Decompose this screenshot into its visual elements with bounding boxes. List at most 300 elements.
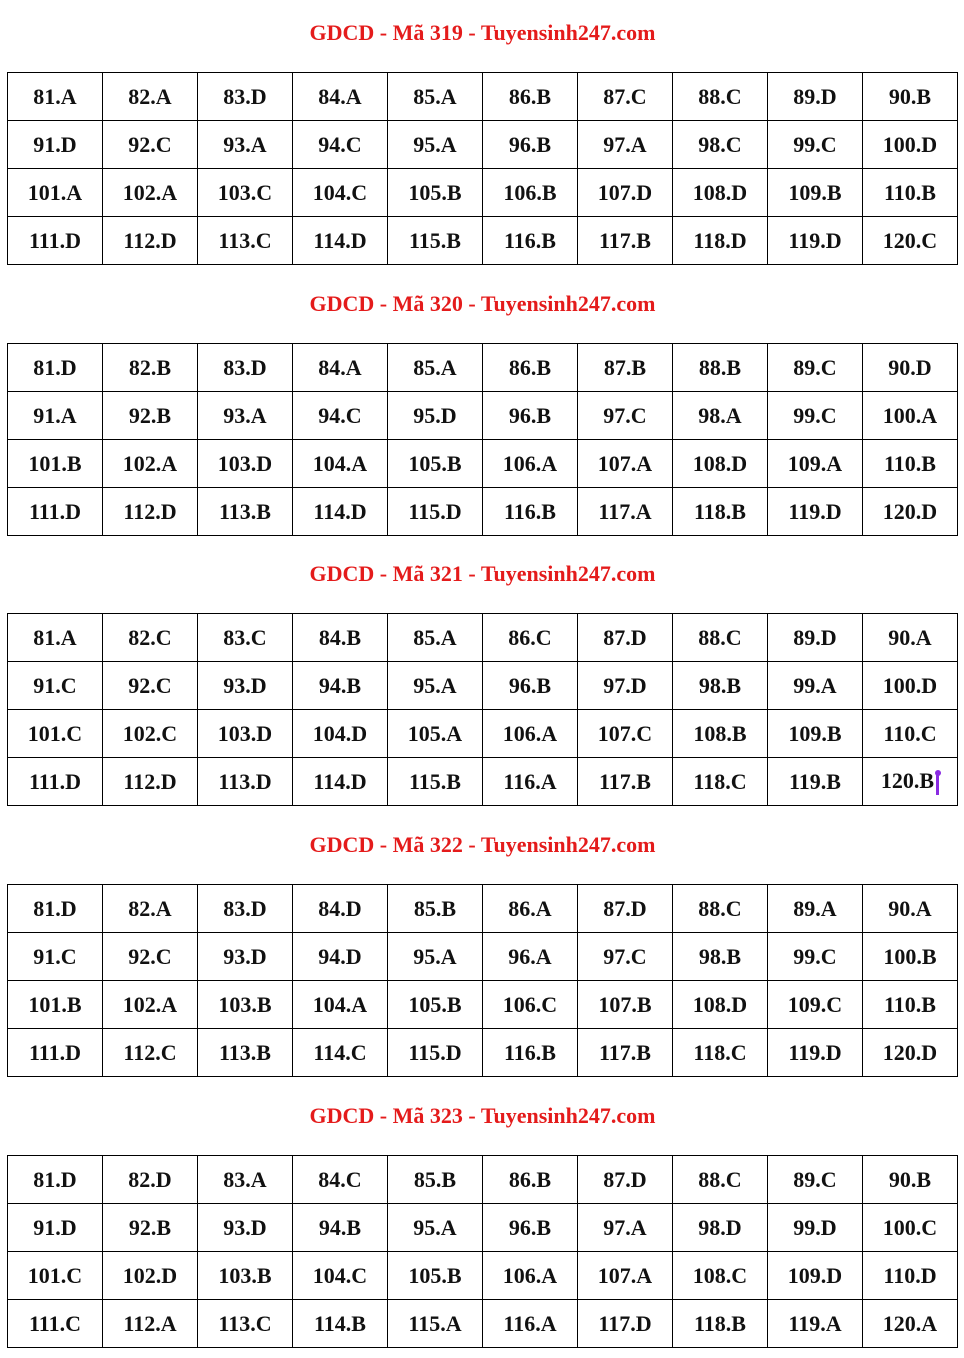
answer-value: 82.B	[128, 354, 172, 380]
answer-value: 112.D	[123, 227, 177, 253]
answer-cell	[863, 1204, 958, 1252]
answer-value: 97.A	[603, 1214, 647, 1240]
answer-value: 102.D	[122, 1262, 178, 1288]
answer-value: 111.D	[29, 768, 81, 794]
answer-cell	[578, 169, 673, 217]
answer-cell	[103, 614, 198, 662]
answer-cell	[863, 73, 958, 121]
answer-value: 86.B	[508, 354, 552, 380]
answer-cell	[388, 73, 483, 121]
table-row	[8, 758, 958, 806]
answer-cell	[483, 217, 578, 265]
answer-cell	[8, 488, 103, 536]
answer-value: 109.B	[788, 720, 842, 746]
answer-cell	[103, 933, 198, 981]
answer-cell	[293, 392, 388, 440]
section-title: GDCD - Mã 320 - Tuyensinh247.com	[309, 291, 656, 316]
answer-value: 116.A	[503, 768, 557, 794]
table-row	[8, 488, 958, 536]
answer-cell	[768, 1252, 863, 1300]
section-title: GDCD - Mã 321 - Tuyensinh247.com	[309, 561, 656, 586]
answer-cell	[578, 121, 673, 169]
answer-cell	[673, 73, 768, 121]
answer-value: 108.D	[692, 450, 748, 476]
answer-value: 89.A	[793, 895, 837, 921]
answer-value: 87.D	[603, 895, 647, 921]
answer-value: 85.A	[413, 624, 457, 650]
answer-cell	[863, 981, 958, 1029]
answer-cell	[8, 1300, 103, 1348]
answer-cell	[483, 710, 578, 758]
answer-cell	[103, 344, 198, 392]
answer-cell	[293, 885, 388, 933]
answer-cell	[673, 344, 768, 392]
answer-value: 81.D	[33, 354, 77, 380]
answer-value: 106.A	[502, 1262, 558, 1288]
answer-cell	[578, 392, 673, 440]
answer-value: 87.C	[603, 83, 647, 109]
answer-value: 90.D	[888, 354, 932, 380]
answer-cell	[578, 1204, 673, 1252]
answer-cell	[8, 440, 103, 488]
answer-cell	[198, 885, 293, 933]
answer-value: 103.D	[217, 720, 273, 746]
answer-cell	[293, 933, 388, 981]
answer-cell	[578, 1156, 673, 1204]
answer-value: 114.D	[313, 768, 367, 794]
answer-cell	[293, 1252, 388, 1300]
answer-value: 104.C	[312, 1262, 368, 1288]
answer-value: 91.D	[33, 131, 77, 157]
answer-value: 106.A	[502, 720, 558, 746]
answer-value: 103.C	[217, 179, 273, 205]
answer-value: 109.B	[788, 179, 842, 205]
answer-cell	[768, 169, 863, 217]
table-row	[8, 217, 958, 265]
answer-cell	[483, 169, 578, 217]
answer-value: 91.C	[33, 672, 77, 698]
answer-cell	[388, 344, 483, 392]
answer-value: 108.D	[692, 991, 748, 1017]
answer-value: 105.B	[408, 179, 462, 205]
answer-cell	[578, 1252, 673, 1300]
answer-value: 110.B	[884, 450, 936, 476]
answer-value: 104.A	[312, 991, 368, 1017]
section-title: GDCD - Mã 319 - Tuyensinh247.com	[309, 20, 656, 45]
answer-cell	[673, 440, 768, 488]
answer-value: 101.B	[28, 450, 82, 476]
answer-value: 95.A	[413, 672, 457, 698]
answer-value: 88.C	[698, 83, 742, 109]
answer-cell	[768, 885, 863, 933]
answer-value: 83.A	[223, 1166, 267, 1192]
answer-cell	[293, 1029, 388, 1077]
table-row	[8, 121, 958, 169]
answer-cell	[483, 885, 578, 933]
answer-value: 88.B	[698, 354, 742, 380]
answer-cell	[198, 344, 293, 392]
answer-value: 102.A	[122, 991, 178, 1017]
answer-cell	[863, 933, 958, 981]
answer-cell	[103, 440, 198, 488]
answer-value: 92.B	[128, 1214, 172, 1240]
answer-cell	[293, 217, 388, 265]
answer-value: 104.D	[312, 720, 368, 746]
table-row	[8, 662, 958, 710]
answer-cell	[8, 758, 103, 806]
answer-value: 94.D	[318, 943, 362, 969]
answer-cell	[768, 1029, 863, 1077]
table-row	[8, 933, 958, 981]
answer-cell	[483, 981, 578, 1029]
answer-cell	[673, 614, 768, 662]
answer-cell	[8, 217, 103, 265]
answer-cell	[768, 758, 863, 806]
answer-table	[7, 1155, 958, 1348]
table-row	[8, 1156, 958, 1204]
answer-value: 95.A	[413, 943, 457, 969]
answer-cell	[578, 885, 673, 933]
answer-cell	[388, 933, 483, 981]
answer-cell	[103, 885, 198, 933]
answer-cell	[863, 488, 958, 536]
answer-cell	[483, 1252, 578, 1300]
answer-cell	[198, 758, 293, 806]
answer-value: 82.C	[128, 624, 172, 650]
answer-value: 118.B	[694, 1310, 746, 1336]
answer-cell	[8, 1156, 103, 1204]
answer-cell	[768, 217, 863, 265]
answer-cell	[578, 758, 673, 806]
section-title: GDCD - Mã 323 - Tuyensinh247.com	[309, 1103, 656, 1128]
answer-value: 107.C	[597, 720, 653, 746]
answer-cell	[863, 392, 958, 440]
answer-cell	[103, 1204, 198, 1252]
answer-value: 85.B	[413, 895, 457, 921]
answer-value: 117.B	[599, 768, 651, 794]
answer-value: 93.D	[223, 943, 267, 969]
answer-value: 120.D	[882, 1039, 938, 1065]
answer-value: 83.D	[223, 83, 267, 109]
table-row	[8, 1252, 958, 1300]
answer-value: 112.D	[123, 768, 177, 794]
answer-cell	[673, 1252, 768, 1300]
answer-value: 120.D	[882, 498, 938, 524]
answer-value: 99.C	[793, 131, 837, 157]
answer-cell	[483, 1204, 578, 1252]
answer-value: 100.B	[883, 943, 937, 969]
answer-value: 96.B	[508, 131, 552, 157]
answer-cell	[578, 488, 673, 536]
answer-value: 97.D	[603, 672, 647, 698]
answer-cell	[8, 344, 103, 392]
answer-cell	[293, 1156, 388, 1204]
answer-value: 94.C	[318, 402, 362, 428]
answer-cell	[8, 710, 103, 758]
answer-table	[7, 613, 958, 806]
table-row	[8, 1204, 958, 1252]
answer-cell	[483, 344, 578, 392]
answer-cell	[863, 758, 958, 806]
answer-cell	[103, 1156, 198, 1204]
answer-cell	[483, 758, 578, 806]
answer-value: 93.D	[223, 672, 267, 698]
answer-value: 114.D	[313, 498, 367, 524]
answer-cell	[103, 758, 198, 806]
answer-cell	[578, 710, 673, 758]
answer-value: 87.B	[603, 354, 647, 380]
answer-cell	[388, 885, 483, 933]
answer-cell	[8, 73, 103, 121]
answer-cell	[863, 885, 958, 933]
answer-cell	[388, 488, 483, 536]
answer-cell	[578, 933, 673, 981]
answer-value: 97.C	[603, 943, 647, 969]
answer-cell	[768, 392, 863, 440]
answer-cell	[578, 981, 673, 1029]
answer-cell	[293, 1204, 388, 1252]
answer-value: 81.D	[33, 1166, 77, 1192]
answer-value: 98.A	[698, 402, 742, 428]
answer-cell	[198, 1156, 293, 1204]
answer-value: 108.D	[692, 179, 748, 205]
answer-cell	[8, 885, 103, 933]
answer-cell	[8, 662, 103, 710]
answer-cell	[8, 981, 103, 1029]
answer-cell	[768, 662, 863, 710]
answer-value: 101.C	[27, 1262, 83, 1288]
answer-cell	[768, 344, 863, 392]
answer-cell	[198, 662, 293, 710]
answer-value: 103.D	[217, 450, 273, 476]
answer-value: 92.C	[128, 943, 172, 969]
answer-value: 114.D	[313, 227, 367, 253]
answer-value: 111.D	[29, 498, 81, 524]
answer-value: 100.A	[882, 402, 938, 428]
answer-value: 88.C	[698, 1166, 742, 1192]
answer-cell	[388, 710, 483, 758]
answer-cell	[293, 981, 388, 1029]
answer-value: 84.C	[318, 1166, 362, 1192]
answer-value: 89.C	[793, 1166, 837, 1192]
answer-cell	[293, 169, 388, 217]
answer-cell	[768, 1300, 863, 1348]
answer-value: 83.C	[223, 624, 267, 650]
answer-value: 105.B	[408, 450, 462, 476]
answer-cell	[673, 933, 768, 981]
answer-value: 115.B	[409, 768, 461, 794]
answer-value: 81.A	[33, 83, 77, 109]
answer-value: 119.A	[788, 1310, 842, 1336]
answer-value: 97.C	[603, 402, 647, 428]
answer-value: 102.A	[122, 450, 178, 476]
answer-value: 82.A	[128, 895, 172, 921]
answer-cell	[673, 169, 768, 217]
answer-value: 99.D	[793, 1214, 837, 1240]
answer-value: 87.D	[603, 1166, 647, 1192]
answer-cell	[388, 981, 483, 1029]
answer-value: 105.A	[407, 720, 463, 746]
answer-value: 94.C	[318, 131, 362, 157]
answer-value: 92.C	[128, 672, 172, 698]
answer-cell	[768, 488, 863, 536]
answer-cell	[198, 933, 293, 981]
answer-cell	[483, 440, 578, 488]
answer-cell	[578, 73, 673, 121]
answer-value: 99.C	[793, 943, 837, 969]
answer-cell	[673, 392, 768, 440]
answer-value: 114.C	[313, 1039, 367, 1065]
answer-value: 109.A	[787, 450, 843, 476]
answer-cell	[103, 73, 198, 121]
answer-value: 108.B	[693, 720, 747, 746]
answer-cell	[388, 169, 483, 217]
answer-value: 116.B	[504, 498, 556, 524]
answer-value: 90.B	[888, 83, 932, 109]
answer-value: 107.A	[597, 1262, 653, 1288]
answer-value: 105.B	[408, 1262, 462, 1288]
answer-value: 99.A	[793, 672, 837, 698]
table-row	[8, 73, 958, 121]
answer-cell	[198, 1252, 293, 1300]
answer-value: 110.D	[883, 1262, 937, 1288]
answer-cell	[388, 1300, 483, 1348]
answer-cell	[198, 217, 293, 265]
answer-cell	[578, 614, 673, 662]
answer-cell	[388, 392, 483, 440]
answer-value: 115.A	[408, 1310, 462, 1336]
answer-value: 81.D	[33, 895, 77, 921]
answer-cell	[768, 710, 863, 758]
answer-cell	[483, 1156, 578, 1204]
answer-value: 105.B	[408, 991, 462, 1017]
answer-value: 102.C	[122, 720, 178, 746]
answer-cell	[198, 169, 293, 217]
answer-value: 103.B	[218, 991, 272, 1017]
answer-cell	[768, 121, 863, 169]
answer-value: 120.A	[882, 1310, 938, 1336]
answer-cell	[863, 217, 958, 265]
answer-cell	[863, 1252, 958, 1300]
answer-value: 92.C	[128, 131, 172, 157]
answer-value: 107.B	[598, 991, 652, 1017]
answer-cell	[483, 488, 578, 536]
answer-cell	[768, 73, 863, 121]
table-row	[8, 981, 958, 1029]
answer-value: 115.D	[408, 1039, 462, 1065]
answer-cell	[768, 1204, 863, 1252]
answer-value: 107.A	[597, 450, 653, 476]
answer-value: 98.B	[698, 672, 742, 698]
answer-value: 84.B	[318, 624, 362, 650]
answer-cell	[673, 885, 768, 933]
answer-value: 116.B	[504, 1039, 556, 1065]
answer-cell	[863, 1029, 958, 1077]
answer-value: 117.B	[599, 227, 651, 253]
answer-value: 106.C	[502, 991, 558, 1017]
answer-value: 110.C	[883, 720, 937, 746]
table-row	[8, 1300, 958, 1348]
answer-cell	[673, 217, 768, 265]
answer-value: 88.C	[698, 895, 742, 921]
answer-value: 83.D	[223, 895, 267, 921]
answer-cell	[768, 933, 863, 981]
answer-cell	[103, 710, 198, 758]
answer-value: 119.D	[788, 227, 842, 253]
answer-value: 85.B	[413, 1166, 457, 1192]
answer-cell	[293, 614, 388, 662]
table-row	[8, 710, 958, 758]
answer-value: 86.B	[508, 1166, 552, 1192]
answer-value: 113.D	[218, 768, 272, 794]
answer-cell	[578, 1300, 673, 1348]
answer-cell	[103, 981, 198, 1029]
answer-cell	[8, 1204, 103, 1252]
answer-cell	[198, 1204, 293, 1252]
answer-cell	[673, 758, 768, 806]
answer-value: 90.A	[888, 624, 932, 650]
answer-value: 107.D	[597, 179, 653, 205]
answer-value: 113.B	[219, 498, 271, 524]
answer-cell	[103, 169, 198, 217]
answer-table	[7, 72, 958, 265]
answer-value: 89.D	[793, 624, 837, 650]
answer-cell	[198, 392, 293, 440]
answer-cell	[483, 1300, 578, 1348]
answer-value: 119.D	[788, 1039, 842, 1065]
answer-cell	[388, 1204, 483, 1252]
answer-value: 88.C	[698, 624, 742, 650]
answer-value: 104.A	[312, 450, 368, 476]
answer-cell	[388, 121, 483, 169]
answer-cell	[103, 121, 198, 169]
answer-value: 90.A	[888, 895, 932, 921]
answer-cell	[673, 1204, 768, 1252]
answer-cell	[578, 662, 673, 710]
answer-value: 95.A	[413, 131, 457, 157]
table-row	[8, 1029, 958, 1077]
answer-value: 112.D	[123, 498, 177, 524]
answer-value: 86.C	[508, 624, 552, 650]
answer-cell	[8, 933, 103, 981]
answer-cell	[768, 981, 863, 1029]
answer-cell	[673, 981, 768, 1029]
answer-cell	[863, 169, 958, 217]
table-row	[8, 614, 958, 662]
answer-cell	[198, 73, 293, 121]
answer-value: 111.C	[29, 1310, 81, 1336]
answer-value: 108.C	[692, 1262, 748, 1288]
answer-cell	[483, 121, 578, 169]
answer-cell	[673, 710, 768, 758]
answer-value: 117.B	[599, 1039, 651, 1065]
text-cursor-icon	[935, 769, 939, 795]
table-row	[8, 392, 958, 440]
answer-cell	[388, 217, 483, 265]
answer-cell	[863, 1300, 958, 1348]
answer-value: 89.D	[793, 83, 837, 109]
table-row	[8, 169, 958, 217]
answer-value: 99.C	[793, 402, 837, 428]
answer-value: 101.C	[27, 720, 83, 746]
answer-value: 84.A	[318, 83, 362, 109]
table-row	[8, 440, 958, 488]
answer-cell	[768, 1156, 863, 1204]
answer-cell	[198, 1029, 293, 1077]
answer-value: 118.D	[693, 227, 747, 253]
answer-cell	[293, 73, 388, 121]
answer-value: 109.D	[787, 1262, 843, 1288]
